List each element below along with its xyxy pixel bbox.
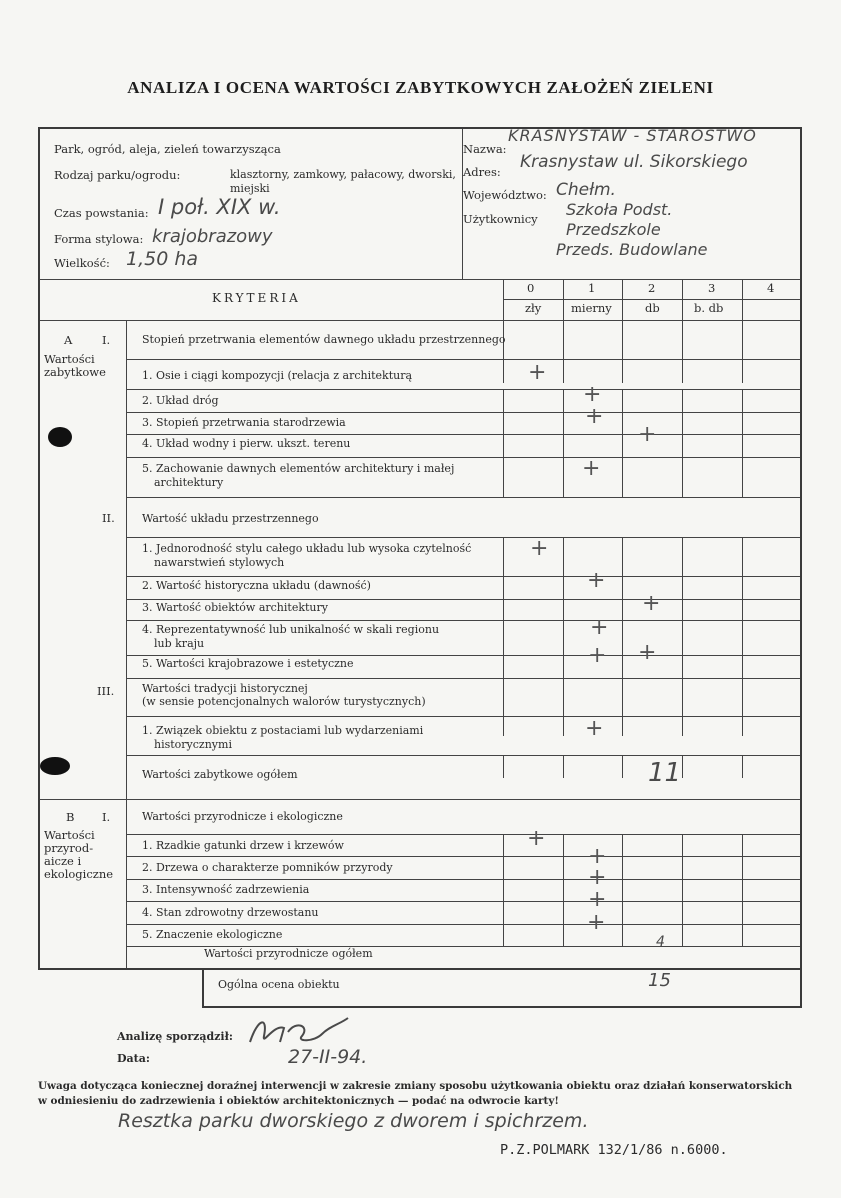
score-col-0-label: zły (525, 301, 542, 315)
score-col-0-num: 0 (527, 281, 535, 295)
mark-d4: + (588, 887, 607, 912)
criterion-a5: 5. Zachowanie dawnych elementów architektury i małej (142, 462, 455, 475)
rodzaj-options: klasztorny, zamkowy, pałacowy, dworski, (230, 168, 456, 181)
section-b-roman: I. (102, 810, 111, 824)
mark-a1: + (528, 360, 547, 385)
woj-label: Województwo: (463, 188, 547, 202)
score-header-divider (503, 299, 800, 300)
uzyt-value-2: Przedszkole (566, 220, 661, 239)
criterion-b1-cont: nawarstwień stylowych (154, 556, 285, 569)
overall-value: 15 (648, 970, 671, 991)
mark-b5b: + (638, 640, 657, 665)
mark-b1: + (530, 536, 549, 561)
forma-label: Forma stylowa: (54, 232, 144, 246)
note-line-1: Uwaga dotycząca koniecznej doraźnej interwencji w zakresie zmiany sposobu użytkowania obiektu oraz działań konserwatorskich (38, 1080, 793, 1092)
section-b-name-1: Wartości (44, 828, 95, 842)
date-label: Data: (117, 1052, 150, 1065)
woj-value: Chełm. (556, 180, 616, 200)
uzyt-value-3: Przeds. Budowlane (556, 240, 708, 259)
section-b-name-2: przyrod- (44, 841, 94, 855)
mark-a2: + (583, 382, 602, 407)
uzyt-label: Użytkownicy (463, 212, 538, 226)
mark-d3: + (588, 865, 607, 890)
criterion-a2: 2. Układ dróg (142, 394, 219, 407)
wielkosc-value: 1,50 ha (126, 248, 199, 270)
section-a-code: A (64, 333, 73, 347)
section-a-total-label: Wartości zabytkowe ogółem (142, 768, 298, 781)
adres-value: Krasnystaw ul. Sikorskiego (520, 152, 748, 172)
score-col-1-num: 1 (588, 281, 596, 295)
mark-b4: + (590, 615, 609, 640)
criterion-a1: 1. Osie i ciągi kompozycji (relacja z architekturą (142, 369, 413, 382)
section-divider (40, 799, 800, 800)
mark-d5: + (587, 910, 606, 935)
score-col-1-label: mierny (571, 301, 612, 315)
criterion-b4-cont: lub kraju (154, 637, 205, 650)
section-a-roman: I. (102, 333, 111, 347)
handwritten-note: Resztka parku dworskiego z dworem i spichrzem. (118, 1110, 589, 1132)
criterion-b2: 2. Wartość historyczna układu (dawność) (142, 579, 371, 592)
wielkosc-label: Wielkość: (54, 256, 110, 270)
note-line-2: w odniesieniu do zadrzewienia i obiektów architektonicznych — podać na odwrocie karty! (38, 1095, 559, 1107)
mark-a4: + (638, 422, 657, 447)
criterion-b1: 1. Jednorodność stylu całego układu lub wysoka czytelność (142, 542, 472, 555)
criterion-c1: 1. Związek obiektu z postaciami lub wydarzeniami (142, 724, 424, 737)
criteria-header-bottom (40, 320, 800, 321)
section-a-iii-roman: III. (97, 684, 115, 698)
ink-blot (48, 427, 72, 447)
mark-d2: + (588, 844, 607, 869)
section-a-name-2: zabytkowe (44, 365, 106, 379)
criterion-d2: 2. Drzewa o charakterze pomników przyrody (142, 861, 393, 874)
mark-b2: + (587, 568, 606, 593)
park-types: Park, ogród, aleja, zieleń towarzysząca (54, 142, 281, 156)
mark-b3: + (642, 591, 661, 616)
criterion-a5-cont: architektury (154, 476, 224, 489)
section-b-code: B (66, 810, 75, 824)
ink-blot (40, 757, 70, 775)
section-b-name-4: ekologiczne (44, 867, 114, 881)
section-a-iii-title-1: Wartości tradycji historycznej (142, 682, 308, 695)
section-b-total-label: Wartości przyrodnicze ogółem (204, 947, 373, 960)
score-col-2-num: 2 (648, 281, 656, 295)
czas-value: I poł. XIX w. (158, 195, 281, 219)
criterion-a3: 3. Stopień przetrwania starodrzewia (142, 416, 346, 429)
criterion-a4: 4. Układ wodny i pierw. ukszt. terenu (142, 437, 351, 450)
criterion-b4: 4. Reprezentatywność lub unikalność w skali regionu (142, 623, 440, 636)
score-col-4-num: 4 (767, 281, 775, 295)
criterion-d1: 1. Rzadkie gatunki drzew i krzewów (142, 839, 344, 852)
score-col-3-label: b. db (694, 301, 724, 315)
date-value: 27-II-94. (288, 1046, 368, 1068)
header-divider (40, 279, 800, 280)
criterion-d3: 3. Intensywność zadrzewienia (142, 883, 310, 896)
section-b-i-title: Wartości przyrodnicze i ekologiczne (142, 810, 343, 823)
print-code: P.Z.POLMARK 132/1/86 n.6000. (500, 1142, 728, 1158)
author-label: Analizę sporządził: (117, 1030, 233, 1043)
mark-c1: + (585, 716, 604, 741)
mark-a3: + (585, 404, 604, 429)
page-title: ANALIZA I OCENA WARTOŚCI ZABYTKOWYCH ZAŁOŻEŃ ZIELENI (127, 78, 714, 97)
mark-d1: + (527, 826, 546, 851)
czas-label: Czas powstania: (54, 206, 149, 220)
criterion-d4: 4. Stan zdrowotny drzewostanu (142, 906, 319, 919)
overall-label: Ogólna ocena obiektu (218, 978, 340, 991)
forma-value: krajobrazowy (152, 226, 273, 247)
section-a-ii-roman: II. (102, 511, 115, 525)
criterion-b5: 5. Wartości krajobrazowe i estetyczne (142, 657, 354, 670)
section-a-i-title: Stopień przetrwania elementów dawnego układu przestrzennego (142, 333, 506, 346)
section-a-ii-title: Wartość układu przestrzennego (142, 512, 319, 525)
section-a-name-1: Wartości (44, 352, 95, 366)
criterion-d5: 5. Znaczenie ekologiczne (142, 928, 283, 941)
uzyt-value-1: Szkoła Podst. (566, 200, 673, 219)
mark-b5a: + (588, 643, 607, 668)
adres-label: Adres: (463, 165, 501, 179)
section-a-total-value: 11 (648, 758, 682, 788)
nazwa-value: KRASNYSTAW - STAROSTWO (508, 126, 757, 145)
rodzaj-options-2: miejski (230, 182, 270, 195)
score-col-3-num: 3 (708, 281, 716, 295)
criterion-c1-cont: historycznymi (154, 738, 232, 751)
criteria-heading: KRYTERIA (212, 291, 301, 305)
section-a-iii-title-2: (w sensie potencjonalnych walorów turystycznych) (142, 695, 426, 708)
rodzaj-label: Rodzaj parku/ogrodu: (54, 168, 181, 182)
score-col-2-label: db (645, 301, 660, 315)
nazwa-label: Nazwa: (463, 142, 507, 156)
mark-a5: + (582, 456, 601, 481)
criterion-b3: 3. Wartość obiektów architektury (142, 601, 328, 614)
section-b-name-3: aicze i (44, 854, 82, 868)
section-b-total-value: 4 (656, 934, 665, 950)
